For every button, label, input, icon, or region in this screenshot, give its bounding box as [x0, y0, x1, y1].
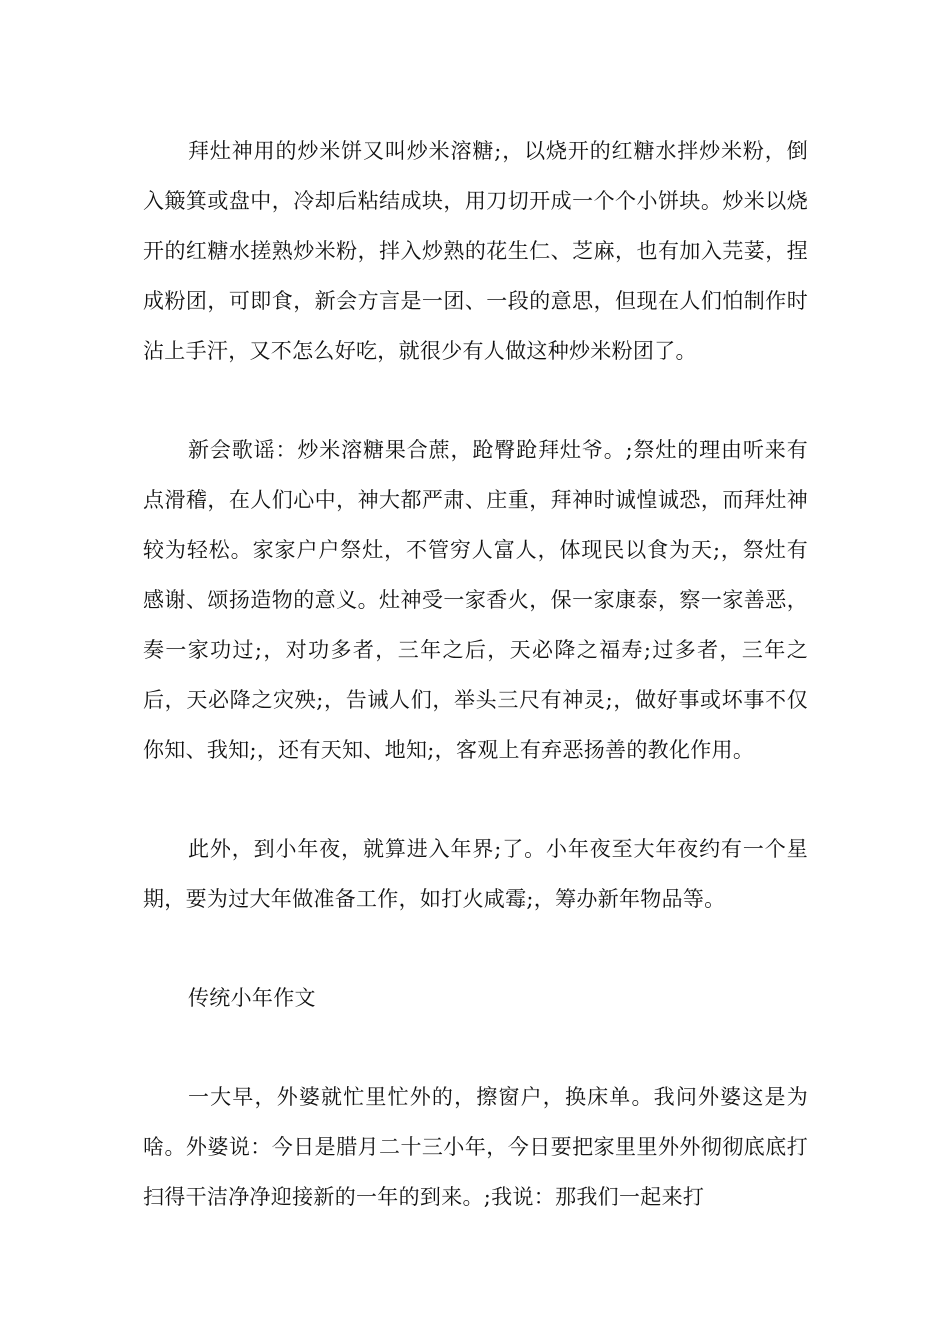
paragraph-4: 一大早，外婆就忙里忙外的，擦窗户，换床单。我问外婆这是为啥。外婆说：今日是腊月二十三小年，今日要把家里里外外彻彻底底打扫得干洁净净迎接新的一年的到来。;我说：那我们一起来打	[143, 1085, 808, 1209]
paragraph-1: 拜灶神用的炒米饼又叫炒米溶糖;，以烧开的红糖水拌炒米粉，倒入簸箕或盘中，冷却后粘结成块，用刀切开成一个个小饼块。炒米以烧开的红糖水搓熟炒米粉，拌入炒熟的花生仁、芝麻，也有加入芫荽，捏成粉团，可即食，新会方言是一团、一段的意思，但现在人们怕制作时沾上手汗，又不怎么好吃，就很少有人做这种炒米粉团了。	[143, 139, 808, 363]
paragraph-2: 新会歌谣：炒米溶糖果合蔗，跄臀跄拜灶爷。;祭灶的理由听来有点滑稽，在人们心中，神大都严肃、庄重，拜神时诚惶诚恐，而拜灶神较为轻松。家家户户祭灶，不管穷人富人，体现民以食为天;，祭灶有感谢、颂扬造物的意义。灶神受一家香火，保一家康泰，察一家善恶，奏一家功过;，对功多者，三年之后，天必降之福寿;过多者，三年之后，天必降之灾殃;，告诫人们，举头三尺有神灵;，做好事或坏事不仅你知、我知;，还有天知、地知;，客观上有弃恶扬善的教化作用。	[143, 438, 808, 762]
paragraph-3: 此外，到小年夜，就算进入年界;了。小年夜至大年夜约有一个星期，要为过大年做准备工作，如打火咸霉;，筹办新年物品等。	[143, 837, 808, 911]
section-heading: 传统小年作文	[188, 986, 316, 1010]
